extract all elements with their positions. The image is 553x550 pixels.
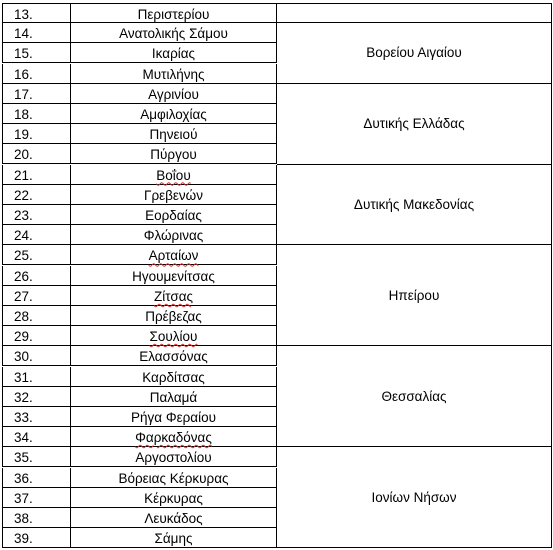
municipality-name bbox=[71, 387, 277, 407]
municipality-label: Ρήγα Φεραίου bbox=[131, 410, 216, 425]
region-cell bbox=[277, 245, 552, 346]
municipality-label: Εορδαίας bbox=[145, 208, 202, 223]
region-cell bbox=[277, 23, 552, 84]
municipality-name bbox=[71, 144, 277, 164]
row-number: 37. bbox=[2, 488, 71, 508]
municipality-name bbox=[71, 407, 277, 427]
municipality-label: Γρεβενών bbox=[144, 187, 203, 203]
row-number: 39. bbox=[2, 528, 71, 548]
region-label: Βορείου Αιγαίου bbox=[366, 45, 462, 61]
municipality-label: Αμφιλοχίας bbox=[140, 107, 207, 122]
municipality-name bbox=[71, 508, 277, 528]
row-number: 34. bbox=[2, 427, 71, 447]
row-number: 29. bbox=[2, 326, 71, 346]
row-number: 13. bbox=[2, 3, 71, 23]
municipality-name bbox=[71, 43, 277, 63]
municipality-label: Πηνειού bbox=[149, 127, 198, 143]
municipality-label: Μυτιλήνης bbox=[142, 66, 205, 82]
row-number: 26. bbox=[2, 266, 71, 286]
row-number: 27. bbox=[2, 286, 71, 306]
municipality-label: Φαρκαδόνας bbox=[135, 430, 212, 446]
municipality-name bbox=[71, 488, 277, 508]
region-cell bbox=[277, 3, 552, 23]
municipality-label: Ανατολικής Σάμου bbox=[119, 26, 228, 42]
region-label: Ιονίων Νήσων bbox=[371, 489, 457, 505]
municipality-label: Ηγουμενίτσας bbox=[132, 268, 215, 284]
municipality-label: Βόρειας Κέρκυρας bbox=[118, 470, 229, 486]
region-cell bbox=[277, 84, 552, 165]
municipality-name bbox=[71, 306, 277, 326]
municipality-name bbox=[71, 104, 277, 124]
municipality-label: Κέρκυρας bbox=[144, 490, 203, 506]
municipality-name bbox=[71, 528, 277, 548]
region-cell bbox=[277, 346, 552, 447]
row-number: 33. bbox=[2, 407, 71, 427]
municipality-label: Πρέβεζας bbox=[145, 309, 202, 324]
row-number: 15. bbox=[2, 43, 71, 63]
municipality-name bbox=[71, 286, 277, 306]
row-number: 24. bbox=[2, 225, 71, 245]
municipality-name bbox=[71, 165, 277, 185]
region-cell bbox=[277, 165, 552, 246]
municipality-name bbox=[71, 427, 277, 447]
municipality-label: Σουλίου bbox=[149, 329, 198, 345]
row-number: 28. bbox=[2, 306, 71, 326]
row-number: 35. bbox=[2, 447, 71, 467]
region-label: Θεσσαλίας bbox=[381, 388, 447, 404]
municipality-label: Παλαμά bbox=[149, 389, 198, 405]
municipality-name bbox=[71, 185, 277, 205]
row-number: 31. bbox=[2, 367, 71, 387]
municipality-label: Περιστερίου bbox=[137, 7, 210, 22]
municipality-label: Ικαρίας bbox=[151, 46, 196, 62]
region-label: Δυτικής Μακεδονίας bbox=[353, 196, 475, 212]
row-number: 20. bbox=[2, 144, 71, 164]
municipality-name bbox=[71, 64, 277, 84]
municipality-name bbox=[71, 3, 277, 23]
row-number: 36. bbox=[2, 468, 71, 488]
municipality-name bbox=[71, 245, 277, 265]
municipality-label: Βοΐου bbox=[156, 167, 191, 183]
municipality-name bbox=[71, 124, 277, 144]
municipality-name bbox=[71, 266, 277, 286]
municipality-name bbox=[71, 468, 277, 488]
municipality-label: Αργοστολίου bbox=[135, 450, 212, 466]
municipality-label: Φλώρινας bbox=[143, 228, 204, 244]
row-number: 30. bbox=[2, 346, 71, 366]
row-number: 18. bbox=[2, 104, 71, 124]
region-label: Δυτικής Ελλάδας bbox=[363, 116, 465, 132]
region-label: Ηπείρου bbox=[388, 287, 440, 303]
municipality-label: Αρταίων bbox=[148, 248, 199, 264]
municipality-name bbox=[71, 205, 277, 225]
row-number: 21. bbox=[2, 165, 71, 185]
row-number: 14. bbox=[2, 23, 71, 43]
municipality-label: Σάμης bbox=[154, 531, 193, 547]
row-number: 25. bbox=[2, 245, 71, 265]
municipality-label: Λευκάδος bbox=[144, 511, 203, 526]
row-number: 17. bbox=[2, 84, 71, 104]
municipality-label: Ζίτσας bbox=[153, 288, 194, 304]
municipality-label: Ελασσόνας bbox=[139, 349, 208, 365]
municipality-name bbox=[71, 84, 277, 104]
court-table bbox=[2, 3, 551, 550]
municipality-label: Αγρινίου bbox=[148, 86, 199, 102]
municipality-label: Πύργου bbox=[150, 147, 197, 163]
municipality-name bbox=[71, 326, 277, 346]
row-number: 23. bbox=[2, 205, 71, 225]
municipality-name bbox=[71, 346, 277, 366]
municipality-name bbox=[71, 367, 277, 387]
municipality-name bbox=[71, 225, 277, 245]
row-number: 19. bbox=[2, 124, 71, 144]
row-number: 32. bbox=[2, 387, 71, 407]
municipality-label: Καρδίτσας bbox=[142, 369, 205, 385]
municipality-name bbox=[71, 447, 277, 467]
row-number: 38. bbox=[2, 508, 71, 528]
row-number: 16. bbox=[2, 64, 71, 84]
region-cell bbox=[277, 447, 552, 548]
row-number: 22. bbox=[2, 185, 71, 205]
municipality-name bbox=[71, 23, 277, 43]
